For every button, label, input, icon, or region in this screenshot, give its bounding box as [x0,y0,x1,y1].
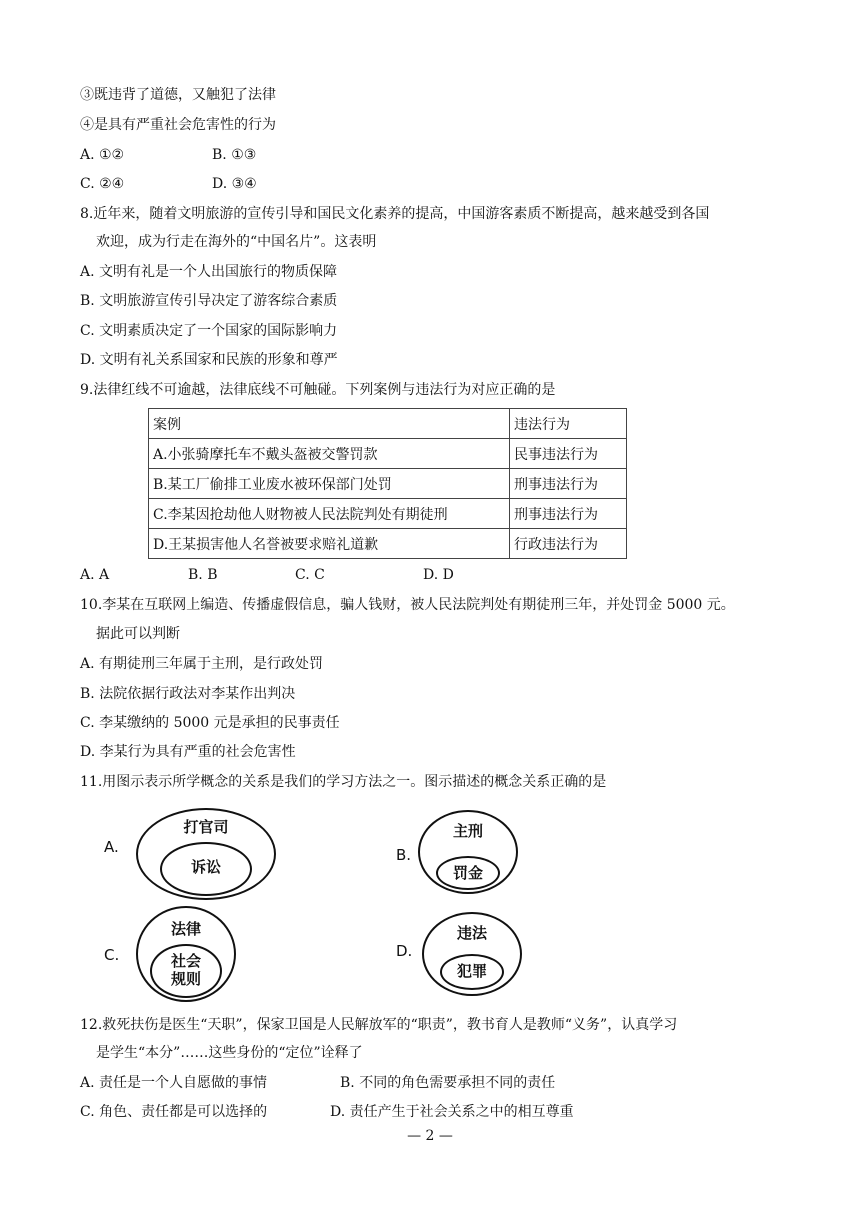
q9-option-b: B. B [188,567,218,583]
diagram-a [100,808,300,900]
table-cell-violation: 刑事违法行为 [510,469,627,499]
diagram-b-inner-label: 罚金 [452,864,483,882]
diagram-a-letter: A. [104,838,119,856]
table-cell-case: A.小张骑摩托车不戴头盔被交警罚款 [149,439,510,469]
table-cell-violation: 行政违法行为 [510,529,627,559]
q7-option-a: A. ①② [80,147,125,163]
table-cell-case: B.某工厂偷排工业废水被环保部门处罚 [149,469,510,499]
q10-option-d: D. 李某行为具有严重的社会危害性 [80,744,296,760]
q8-option-a: A. 文明有礼是一个人出国旅行的物质保障 [80,264,338,280]
q8-stem-line1: 8.近年来，随着文明旅游的宣传引导和国民文化素养的提高，中国游客素质不断提高，越来越受到各国 [80,206,710,222]
q7-option-c: C. ②④ [80,176,125,192]
q9-option-d: D. D [423,567,454,583]
q9-option-c: C. C [295,567,325,583]
q8-option-d: D. 文明有礼关系国家和民族的形象和尊严 [80,352,338,368]
table-row [149,529,627,559]
diagram-d-letter: D. [396,942,413,960]
q12-option-c: C. 角色、责任都是可以选择的 [80,1104,268,1120]
q12-stem-line2: 是学生“本分”……这些身份的“定位”诠释了 [96,1045,363,1061]
q9-option-a: A. A [80,567,110,583]
table-cell-case: D.王某损害他人名誉被要求赔礼道歉 [149,529,510,559]
q7-option-b: B. ①③ [212,147,257,163]
diagram-d-outer-label: 违法 [456,924,487,942]
table-header-row [149,409,627,439]
q7-option-d: D. ③④ [212,176,257,192]
q10-option-a: A. 有期徒刑三年属于主刑，是行政处罚 [80,656,324,672]
q12-option-d: D. 责任产生于社会关系之中的相互尊重 [330,1104,574,1120]
diagram-a-inner-label: 诉讼 [190,858,221,876]
diagram-b-letter: B. [396,846,412,864]
q8-stem-line2: 欢迎，成为行走在海外的“中国名片”。这表明 [96,234,377,250]
table-cell-violation: 民事违法行为 [510,439,627,469]
q8-option-b: B. 文明旅游宣传引导决定了游客综合素质 [80,293,338,309]
table-header-case: 案例 [149,409,510,439]
table-cell-case: C.李某因抢劫他人财物被人民法院判处有期徒刑 [149,499,510,529]
q9-case-table [148,408,627,559]
q8-option-c: C. 文明素质决定了一个国家的国际影响力 [80,323,338,339]
diagram-c [100,906,300,1002]
table-cell-violation: 刑事违法行为 [510,499,627,529]
diagram-a-outer-label: 打官司 [183,818,229,836]
diagram-b [394,808,594,900]
page-number: — 2 — [407,1128,453,1144]
diagram-d [394,912,594,998]
diagram-d-inner-label: 犯罪 [456,962,487,980]
q9-stem: 9.法律红线不可逾越，法律底线不可触碰。下列案例与违法行为对应正确的是 [80,382,556,398]
q10-stem-line1: 10.李某在互联网上编造、传播虚假信息，骗人钱财，被人民法院判处有期徒刑三年，并处罚金 5000 元。 [80,597,735,613]
q10-option-c: C. 李某缴纳的 5000 元是承担的民事责任 [80,715,340,731]
q12-option-b: B. 不同的角色需要承担不同的责任 [340,1075,556,1091]
diagram-c-letter: C. [104,946,120,964]
table-row [149,499,627,529]
q7-item-3: ③既违背了道德，又触犯了法律 [80,87,276,103]
table-row [149,439,627,469]
table-header-violation: 违法行为 [510,409,627,439]
diagram-c-outer-label: 法律 [170,920,201,938]
q11-stem: 11.用图示表示所学概念的关系是我们的学习方法之一。图示描述的概念关系正确的是 [80,774,607,790]
q7-item-4: ④是具有严重社会危害性的行为 [80,117,276,133]
q10-option-b: B. 法院依据行政法对李某作出判决 [80,686,296,702]
q10-stem-line2: 据此可以判断 [96,626,180,642]
table-row [149,469,627,499]
q12-stem-line1: 12.救死扶伤是医生“天职”，保家卫国是人民解放军的“职责”，教书育人是教师“义务”，认真学习 [80,1017,678,1033]
q12-option-a: A. 责任是一个人自愿做的事情 [80,1075,268,1091]
diagram-b-outer-label: 主刑 [452,822,483,840]
diagram-c-inner-label: 社会 规则 [170,952,201,988]
